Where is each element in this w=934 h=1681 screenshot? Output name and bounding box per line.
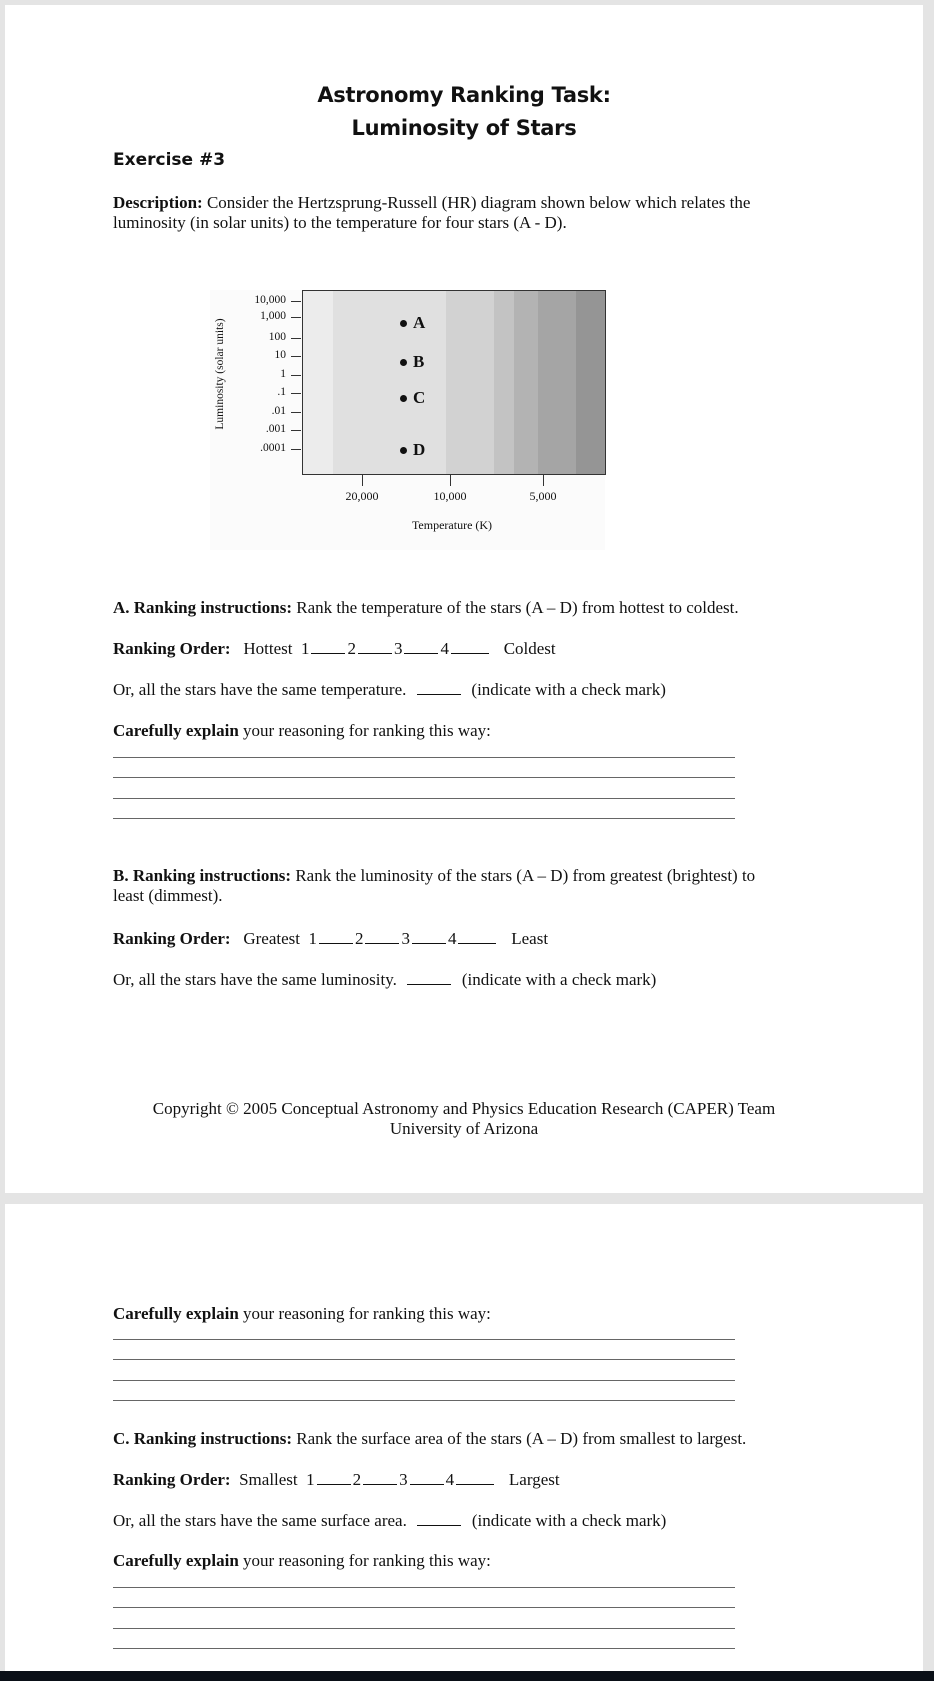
temperature-band bbox=[303, 291, 333, 474]
hr-plot-area bbox=[302, 290, 606, 475]
star-dot-icon bbox=[400, 395, 407, 402]
rank-blank-4[interactable] bbox=[458, 929, 496, 944]
answer-line[interactable] bbox=[113, 1380, 735, 1381]
y-tick-mark bbox=[291, 317, 301, 318]
university-name: University of Arizona bbox=[389, 1119, 539, 1138]
y-tick-mark bbox=[291, 301, 301, 302]
rank-blank-2[interactable] bbox=[365, 929, 399, 944]
section-a-instructions: A. Ranking instructions: Rank the temperature of the stars (A – D) from hottest to coldest. bbox=[113, 598, 739, 617]
y-tick-mark bbox=[291, 430, 301, 431]
copyright-notice: Copyright © 2005 Conceptual Astronomy and Physics Education Research (CAPER) Team bbox=[152, 1099, 776, 1118]
x-tick-label: 10,000 bbox=[433, 489, 467, 503]
rank-blank-4[interactable] bbox=[451, 639, 489, 654]
x-tick-mark bbox=[543, 474, 544, 486]
same-surface-area-check-blank[interactable] bbox=[417, 1511, 461, 1526]
rank-blank-1[interactable] bbox=[311, 639, 345, 654]
temperature-band bbox=[538, 291, 576, 474]
y-tick-mark bbox=[291, 449, 301, 450]
y-tick-label: 10 bbox=[274, 349, 286, 361]
section-b-same-option: Or, all the stars have the same luminosity. (indicate with a check mark) bbox=[113, 970, 657, 989]
star-dot-icon bbox=[400, 359, 407, 366]
y-tick-label: .0001 bbox=[260, 442, 286, 454]
star-dot-icon bbox=[400, 320, 407, 327]
y-tick-label: 10,000 bbox=[254, 294, 286, 306]
rank-blank-1[interactable] bbox=[319, 929, 353, 944]
rank-blank-2[interactable] bbox=[363, 1470, 397, 1485]
rank-blank-1[interactable] bbox=[317, 1470, 351, 1485]
y-tick-mark bbox=[291, 338, 301, 339]
description-text: Consider the Hertzsprung-Russell (HR) diagram shown below which relates the bbox=[202, 193, 751, 212]
section-a-explain-prompt: Carefully explain your reasoning for ranking this way: bbox=[113, 721, 491, 740]
temperature-band bbox=[576, 291, 605, 474]
y-tick-label: .1 bbox=[277, 386, 286, 398]
star-d: D bbox=[400, 440, 425, 460]
y-tick-mark bbox=[291, 393, 301, 394]
y-axis-label: Luminosity (solar units) bbox=[214, 318, 226, 430]
hr-diagram bbox=[210, 290, 605, 550]
title-line-1: Astronomy Ranking Task: bbox=[317, 83, 611, 107]
y-tick-mark bbox=[291, 375, 301, 376]
section-a-ranking-order: Ranking Order: Hottest 1 2 3 4 Coldest bbox=[113, 639, 556, 658]
same-temperature-check-blank[interactable] bbox=[417, 680, 461, 695]
temperature-band bbox=[514, 291, 538, 474]
section-c-explain-prompt: Carefully explain your reasoning for ranking this way: bbox=[113, 1551, 491, 1570]
section-b-instructions-line-2: least (dimmest). bbox=[113, 886, 223, 905]
section-b-instructions-line-1: B. Ranking instructions: Rank the luminosity of the stars (A – D) from greatest (brightest) to bbox=[113, 866, 756, 885]
y-tick-label: 1,000 bbox=[260, 310, 286, 322]
answer-line[interactable] bbox=[113, 798, 735, 799]
x-axis-label: Temperature (K) bbox=[411, 518, 493, 532]
rank-blank-4[interactable] bbox=[456, 1470, 494, 1485]
answer-line[interactable] bbox=[113, 1339, 735, 1340]
description-line-2: luminosity (in solar units) to the temperature for four stars (A - D). bbox=[113, 213, 567, 232]
x-tick-mark bbox=[450, 474, 451, 486]
bottom-bar bbox=[0, 1671, 934, 1681]
worksheet-page-1 bbox=[5, 5, 923, 1193]
answer-line[interactable] bbox=[113, 1587, 735, 1588]
answer-line[interactable] bbox=[113, 757, 735, 758]
star-b: B bbox=[400, 352, 424, 372]
answer-line[interactable] bbox=[113, 818, 735, 819]
rank-blank-2[interactable] bbox=[358, 639, 392, 654]
section-c-instructions: C. Ranking instructions: Rank the surface area of the stars (A – D) from smallest to largest. bbox=[113, 1429, 747, 1448]
star-dot-icon bbox=[400, 447, 407, 454]
y-tick-label: .01 bbox=[271, 405, 286, 417]
answer-line[interactable] bbox=[113, 1607, 735, 1608]
x-tick-label: 5,000 bbox=[529, 489, 557, 503]
temperature-band bbox=[446, 291, 494, 474]
star-c: C bbox=[400, 388, 425, 408]
rank-blank-3[interactable] bbox=[412, 929, 446, 944]
answer-line[interactable] bbox=[113, 1400, 735, 1401]
answer-line[interactable] bbox=[113, 1648, 735, 1649]
description-line-1 bbox=[113, 193, 750, 213]
worksheet-page-2 bbox=[5, 1204, 923, 1674]
y-tick-label: 100 bbox=[268, 331, 286, 343]
x-tick-mark bbox=[362, 474, 363, 486]
rank-blank-3[interactable] bbox=[404, 639, 438, 654]
y-tick-label: .001 bbox=[265, 423, 286, 435]
answer-line[interactable] bbox=[113, 1628, 735, 1629]
temperature-band bbox=[333, 291, 446, 474]
answer-line[interactable] bbox=[113, 777, 735, 778]
star-a: A bbox=[400, 313, 425, 333]
description-label: Description: bbox=[113, 193, 203, 212]
y-tick-mark bbox=[291, 356, 301, 357]
title-line-2: Luminosity of Stars bbox=[351, 116, 577, 140]
section-b-explain-prompt: Carefully explain your reasoning for ranking this way: bbox=[113, 1304, 491, 1323]
y-tick-mark bbox=[291, 412, 301, 413]
section-c-same-option: Or, all the stars have the same surface area. (indicate with a check mark) bbox=[113, 1511, 667, 1530]
y-tick-label: 1 bbox=[280, 368, 286, 380]
answer-line[interactable] bbox=[113, 1359, 735, 1360]
temperature-band bbox=[494, 291, 514, 474]
rank-blank-3[interactable] bbox=[410, 1470, 444, 1485]
section-b-ranking-order: Ranking Order: Greatest 1 2 3 4 Least bbox=[113, 929, 549, 948]
section-a-same-option: Or, all the stars have the same temperature. (indicate with a check mark) bbox=[113, 680, 666, 699]
exercise-number: Exercise #3 bbox=[113, 150, 226, 170]
section-c-ranking-order: Ranking Order: Smallest 1 2 3 4 Largest bbox=[113, 1470, 560, 1489]
x-tick-label: 20,000 bbox=[345, 489, 379, 503]
same-luminosity-check-blank[interactable] bbox=[407, 970, 451, 985]
